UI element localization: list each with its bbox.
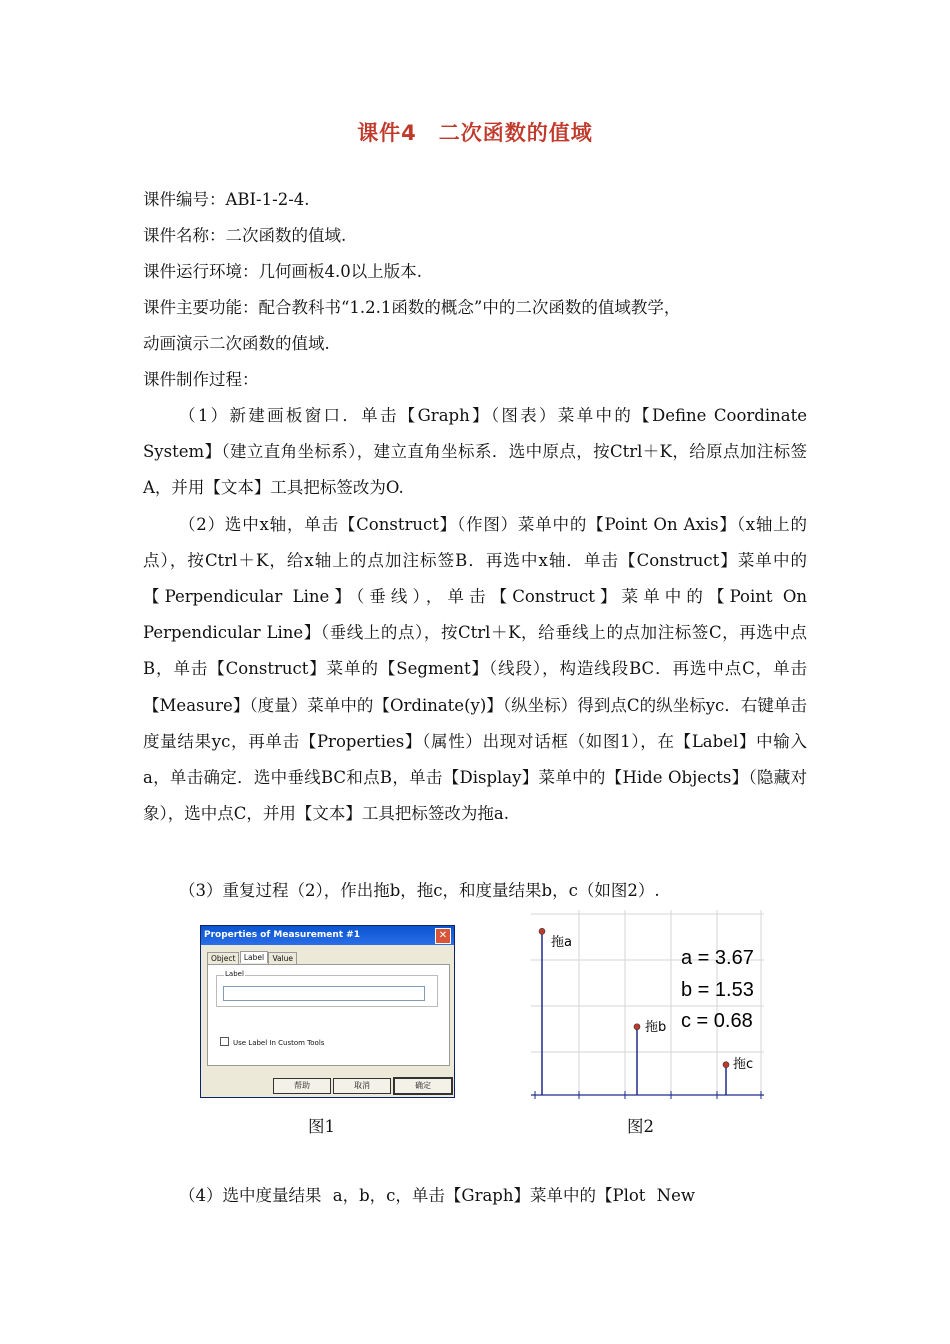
label-group-legend: Label: [225, 970, 244, 978]
measurement-c: c = 0.68: [681, 1010, 753, 1032]
point-0: [539, 928, 545, 934]
label-group: [216, 970, 438, 1007]
figure2-graph: [531, 910, 764, 1100]
dialog-titlebar: [201, 926, 454, 945]
steps-body: [143, 398, 807, 832]
dialog-tabs: [207, 952, 295, 964]
step-2: （2）选中x轴，单击【Construct】（作图）菜单中的【Point On Axis】（x轴上的点），按Ctrl＋K，给x轴上的点加注标签B．再选中x轴．单击【Construct】菜单中的【Perpendicular Line】（垂线），单击【Construct】菜单中的【Point On Perpendicular Line】（垂线上的点），按Ctrl＋K，给垂线上的点加注标签C，再选中点B，单击【Construct】菜单的【Segment】（线段），构造线段BC．再选中点C，单击【Measure】（度量）菜单中的【Ordinate(y)】（纵坐标）得到点C的纵坐标yc．右键单击度量结果yc，再单击【Properties】（属性）出现对话框（如图1），在【Label】中输入a，单击确定．选中垂线BC和点B，单击【Display】菜单中的【Hide Objects】（隐藏对象），选中点C，并用【文本】工具把标签改为拖a.: [143, 514, 807, 824]
point-label-a: 拖a: [551, 935, 572, 950]
step-3: （3）重复过程（2），作出拖b，拖c，和度量结果b，c（如图2）.: [179, 881, 660, 900]
tab-label[interactable]: Label: [240, 951, 268, 963]
meta-course-id: 课件编号：ABⅠ-1-2-4.: [143, 190, 310, 209]
measurement-a: a = 3.67: [681, 947, 754, 969]
custom-tools-checkbox[interactable]: [220, 1037, 229, 1046]
point-label-b: 拖b: [645, 1020, 667, 1035]
tab-object[interactable]: Object: [207, 952, 239, 964]
label-input[interactable]: [223, 986, 425, 1001]
step-4: （4）选中度量结果 a，b，c，单击【Graph】菜单中的【Plot New: [179, 1186, 695, 1205]
point-2: [723, 1062, 729, 1068]
figure1-caption: 图1: [308, 1117, 335, 1136]
meta-environment: 课件运行环境：几何画板4.0以上版本.: [143, 262, 422, 281]
dialog-title: Properties of Measurement #1: [204, 930, 360, 940]
figure2-caption: 图2: [627, 1117, 654, 1136]
meta-process-heading: 课件制作过程：: [143, 370, 259, 389]
cancel-button[interactable]: 取消: [333, 1078, 391, 1094]
custom-tools-label: Use Label In Custom Tools: [233, 1039, 325, 1047]
point-label-c: 拖c: [733, 1057, 754, 1072]
meta-course-name: 课件名称：二次函数的值域.: [143, 226, 347, 245]
help-button[interactable]: 帮助: [273, 1078, 331, 1094]
close-icon[interactable]: ✕: [435, 928, 451, 944]
tab-value[interactable]: Value: [268, 952, 297, 964]
custom-tools-option[interactable]: [220, 1037, 324, 1047]
step-1: （1）新建画板窗口．单击【Graph】（图表）菜单中的【Define Coordinate System】（建立直角坐标系），建立直角坐标系．选中原点，按Ctrl＋K，给原点加注标签A，并用【文本】工具把标签改为O.: [143, 406, 807, 498]
tab-panel: [207, 964, 450, 1066]
document-title: 课件4 二次函数的值域: [357, 121, 593, 145]
properties-dialog: [200, 925, 455, 1098]
point-1: [634, 1024, 640, 1030]
meta-function: 课件主要功能：配合教科书“1.2.1函数的概念”中的二次函数的值域教学，: [143, 298, 681, 317]
measurement-b: b = 1.53: [681, 979, 754, 1001]
meta-function-cont: 动画演示二次函数的值域.: [143, 334, 330, 353]
ok-button[interactable]: 确定: [393, 1077, 453, 1095]
